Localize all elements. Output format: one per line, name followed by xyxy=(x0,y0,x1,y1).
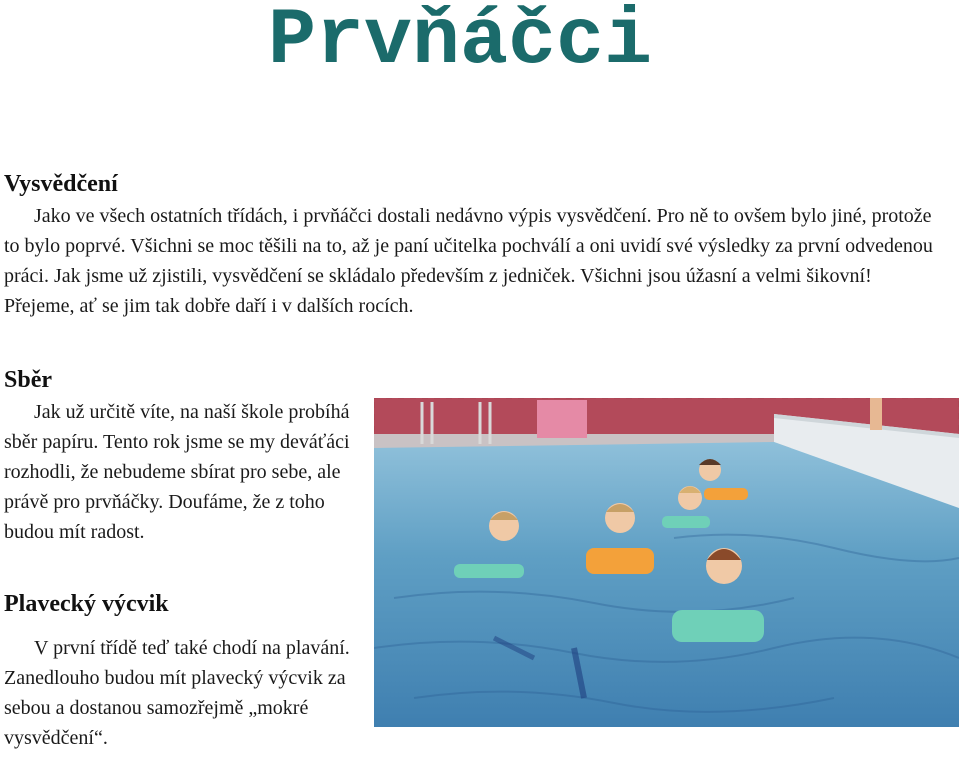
section-text-plavecky-vycvik: V první třídě teď také chodí na plavání. Zanedlouho budou mít plavecký výcvik za sebou a dostanou samozřejmě „mokré vysvědčení“. xyxy=(4,637,350,749)
page-title: Prvňáčci xyxy=(267,0,653,87)
section-heading-plavecky-vycvik: Plavecký výcvik xyxy=(4,591,169,617)
section-heading-sber: Sběr xyxy=(4,367,52,393)
pink-board xyxy=(537,400,587,438)
person-legs xyxy=(870,398,882,430)
pool-water xyxy=(374,442,959,727)
section-text-vysvedceni: Jako ve všech ostatních třídách, i prvňáčci dostali nedávno výpis vysvědčení. Pro ně to ovšem bylo jiné, protože to bylo poprvé. Všichni se moc těšili na to, až je paní učitelka pochválí a oni uvidí své výsledky za první odvedenou práci. Jak jsme už zjistili, vysvědčení se skládalo především z jedniček. Všichni jsou úžasní a velmi šikovní! Přejeme, ať se jim tak dobře daří i v dalších rocích. xyxy=(4,205,933,317)
section-heading-vysvedceni: Vysvědčení xyxy=(4,171,118,197)
section-text-sber: Jak už určitě víte, na naší škole probíhá sběr papíru. Tento rok jsme se my deváťáci rozhodli, že nebudeme sbírat pro sebe, ale právě pro prvňáčky. Doufáme, že z toho budou mít radost. xyxy=(4,401,350,543)
swimming-pool-photo xyxy=(374,398,959,727)
